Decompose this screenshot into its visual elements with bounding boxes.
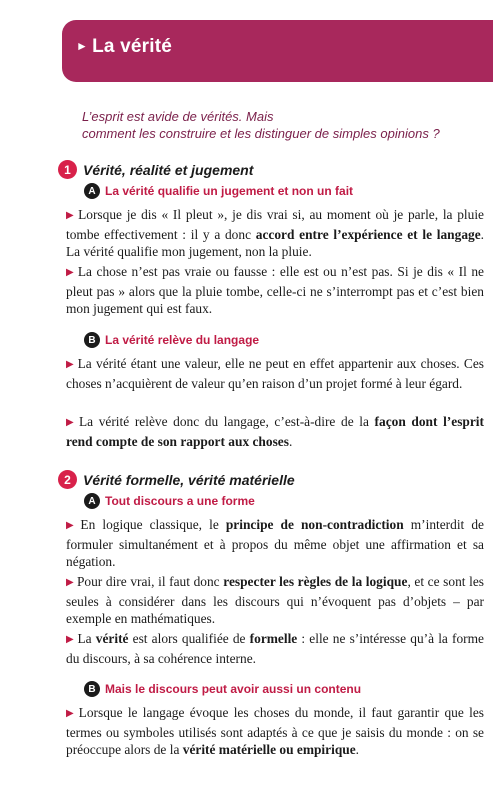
intro-line-2: comment les construire et les distinguer de simples opinions ? xyxy=(82,126,440,141)
triangle-bullet-icon: ▶ xyxy=(66,267,75,278)
paragraph: ▶ Lorsque je dis « Il pleut », je dis vrai si, au moment où je parle, la pluie tombe effectivement : il y a donc accord entre l’expérience et le langage. La vérité qualifie mon jugement, non la pluie. xyxy=(66,207,485,260)
triangle-bullet-icon: ▶ xyxy=(66,210,76,221)
subsection-letter-badge: B xyxy=(84,681,100,697)
section-1-heading xyxy=(58,160,253,179)
intro xyxy=(82,108,487,142)
subsection-title: Tout discours a une forme xyxy=(105,494,255,508)
paragraph: ▶ Lorsque le langage évoque les choses du monde, il faut garantir que les termes ou symboles utilisés sont adaptés à ce que je saisis du monde : on se préoccupe alors de la vérité matérielle ou empirique. xyxy=(66,705,484,758)
subsection-title: La vérité relève du langage xyxy=(105,333,260,347)
subsection-1b-heading xyxy=(84,332,259,348)
intro-line-1: L’esprit est avide de vérités. Mais xyxy=(82,109,274,124)
paragraph: ▶ Pour dire vrai, il faut donc respecter les règles de la logique, et ce sont les seules à considérer dans les discours qui n’évoquent pas d’objets – par exemple en mathématiques. xyxy=(66,574,484,627)
section-number-badge: 1 xyxy=(58,160,77,179)
arrow-right-icon: ► xyxy=(76,39,89,53)
subsection-2a-heading xyxy=(84,493,255,509)
section-title: Vérité formelle, vérité matérielle xyxy=(83,471,295,488)
triangle-bullet-icon: ▶ xyxy=(66,634,75,645)
subsection-2b-heading xyxy=(84,681,361,697)
subsection-1a-heading xyxy=(84,183,353,199)
subsection-title: La vérité qualifie un jugement et non un fait xyxy=(105,184,354,198)
subsection-letter-badge: B xyxy=(84,332,100,348)
subsection-letter-badge: A xyxy=(84,183,100,199)
paragraph: ▶ La vérité étant une valeur, elle ne peut en effet appartenir aux choses. Ces choses n’acquièrent de valeur qu’en raison d’un projet formé à leur égard. xyxy=(66,356,484,391)
triangle-bullet-icon: ▶ xyxy=(66,577,74,588)
paragraph: ▶ La vérité relève donc du langage, c’est-à-dire de la façon dont l’esprit rend compte de son rapport aux choses. xyxy=(66,414,484,449)
triangle-bullet-icon: ▶ xyxy=(66,708,76,719)
section-title: Vérité, réalité et jugement xyxy=(83,161,254,178)
paragraph: ▶ En logique classique, le principe de non-contradiction m’interdit de formuler simultanément et à propos du même objet une affirmation et sa négation. xyxy=(66,517,484,570)
paragraph: ▶ La vérité est alors qualifiée de formelle : elle ne s’intéresse qu’à la forme du discours, à sa cohérence interne. xyxy=(66,631,484,666)
page-title-text: La vérité xyxy=(92,36,173,57)
page-title xyxy=(76,36,172,58)
paragraph: ▶ La chose n’est pas vraie ou fausse : elle est ou n’est pas. Si je dis « Il ne pleut pas » alors que la pluie tombe, celle-ci ne s’interrompt pas et c’est bien mon jugement qui est faux. xyxy=(66,264,484,317)
subsection-letter-badge: A xyxy=(84,493,100,509)
triangle-bullet-icon: ▶ xyxy=(66,359,75,370)
triangle-bullet-icon: ▶ xyxy=(66,417,76,428)
triangle-bullet-icon: ▶ xyxy=(66,520,78,531)
subsection-title: Mais le discours peut avoir aussi un contenu xyxy=(105,682,362,696)
section-2-heading xyxy=(58,470,295,489)
section-number-badge: 2 xyxy=(58,470,77,489)
